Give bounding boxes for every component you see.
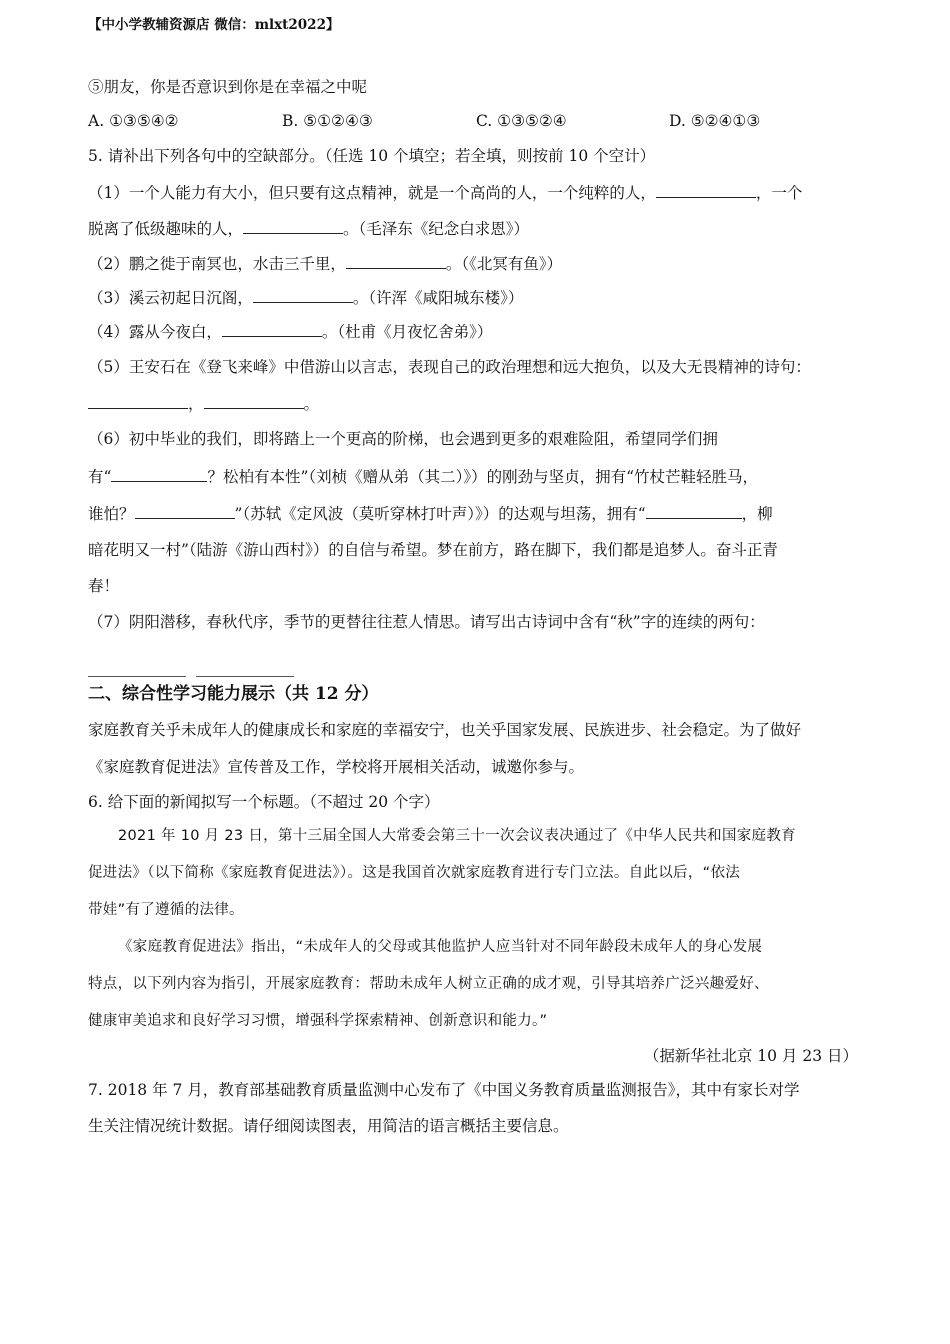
- answer-blank[interactable]: [204, 392, 304, 409]
- answer-blank[interactable]: [88, 392, 188, 409]
- q4-options: [88, 110, 888, 132]
- q5-item-3: （3）溪云初起日沉阁， 。（许浑《咸阳城东楼》）: [88, 286, 523, 309]
- answer-blank[interactable]: [646, 502, 742, 519]
- answer-blank[interactable]: [88, 676, 186, 677]
- section-2-title: 二、综合性学习能力展示（共 12 分）: [88, 684, 379, 704]
- q5-item-5-blanks: ， 。: [88, 392, 319, 415]
- news-line-3: 带娃”有了遵循的法律。: [88, 902, 244, 918]
- q5-item-6d: 暗花明又一村”（陆游《游山西村》）的自信与希望。梦在前方，路在脚下，我们都是追梦人。奋斗正青: [88, 541, 778, 559]
- news-line-6: 健康审美追求和良好学习习惯，增强科学探索精神、创新意识和能力。”: [88, 1013, 548, 1029]
- q6-title: 6. 给下面的新闻拟写一个标题。（不超过 20 个字）: [88, 793, 440, 811]
- q5-title: 5. 请补出下列各句中的空缺部分。（任选 10 个填空；若全填，则按前 10 个空计）: [88, 147, 656, 165]
- q5-item-6c: 谁怕？ ”（苏轼《定风波（莫听穿林打叶声）》）的达观与坦荡，拥有“ ，柳: [88, 502, 773, 525]
- q5-item-2: （2）鹏之徙于南冥也，水击三千里， 。（《北冥有鱼》）: [88, 252, 562, 275]
- answer-blank[interactable]: [135, 502, 235, 519]
- answer-blank[interactable]: [656, 181, 756, 198]
- answer-blank[interactable]: [346, 252, 446, 269]
- answer-blank[interactable]: [111, 465, 207, 482]
- news-source: （据新华社北京 10 月 23 日）: [643, 1047, 858, 1065]
- section-2-intro-line-2: 《家庭教育促进法》宣传普及工作，学校将开展相关活动，诚邀你参与。: [88, 758, 585, 776]
- q5-item-4: （4）露从今夜白， 。（杜甫《月夜忆舍弟》）: [88, 320, 492, 343]
- option-b: B. ⑤①②④③: [282, 112, 373, 130]
- q5-item-7: （7）阴阳潜移，春秋代序，季节的更替往往惹人情思。请写出古诗词中含有“秋”字的连续的两句：: [88, 613, 765, 631]
- answer-blank[interactable]: [253, 286, 353, 303]
- q7-line-1: 7. 2018 年 7 月，教育部基础教育质量监测中心发布了《中国义务教育质量监测报告》，其中有家长对学: [88, 1081, 800, 1099]
- answer-blank[interactable]: [196, 676, 294, 677]
- q5-item-5: （5）王安石在《登飞来峰》中借游山以言志，表现自己的政治理想和远大抱负，以及大无畏精神的诗句：: [88, 358, 811, 376]
- q7-line-2: 生关注情况统计数据。请仔细阅读图表，用简洁的语言概括主要信息。: [88, 1117, 569, 1135]
- section-2-intro-line-1: 家庭教育关乎未成年人的健康成长和家庭的幸福安宁，也关乎国家发展、民族进步、社会稳定。为了做好: [88, 721, 802, 739]
- q5-item-1a: （1）一个人能力有大小，但只要有这点精神，就是一个高尚的人，一个纯粹的人， ，一个: [88, 181, 802, 204]
- page-header: 【中小学教辅资源店 微信：mlxt2022】: [88, 17, 340, 33]
- option-a: A. ①③⑤④②: [88, 112, 179, 130]
- q4-sentence-5: ⑤朋友，你是否意识到你是在幸福之中呢: [88, 78, 368, 96]
- option-c: C. ①③⑤②④: [476, 112, 567, 130]
- q5-item-6b: 有“ ？松柏有本性”（刘桢《赠从弟（其二）》）的刚劲与坚贞，拥有“竹杖芒鞋轻胜马，: [88, 465, 758, 488]
- answer-blank[interactable]: [243, 217, 343, 234]
- q5-item-6a: （6）初中毕业的我们，即将踏上一个更高的阶梯，也会遇到更多的艰难险阻，希望同学们拥: [88, 430, 718, 448]
- news-line-4: 《家庭教育促进法》指出，“未成年人的父母或其他监护人应当针对不同年龄段未成年人的身心发展: [118, 939, 763, 955]
- q5-item-7-blanks: [88, 662, 304, 681]
- answer-blank[interactable]: [222, 320, 322, 337]
- q5-item-6e: 春！: [88, 577, 120, 595]
- option-d: D. ⑤②④①③: [669, 112, 761, 130]
- news-line-1: 2021 年 10 月 23 日，第十三届全国人大常委会第三十一次会议表决通过了《中华人民共和国家庭教育: [118, 828, 796, 844]
- news-line-5: 特点，以下列内容为指引，开展家庭教育：帮助未成年人树立正确的成才观，引导其培养广泛兴趣爱好、: [88, 976, 769, 992]
- q5-item-1b: 脱离了低级趣味的人， 。（毛泽东《纪念白求恩》）: [88, 217, 529, 240]
- news-line-2: 促进法》（以下简称《家庭教育促进法》）。这是我国首次就家庭教育进行专门立法。自此以后，“依法: [88, 865, 741, 881]
